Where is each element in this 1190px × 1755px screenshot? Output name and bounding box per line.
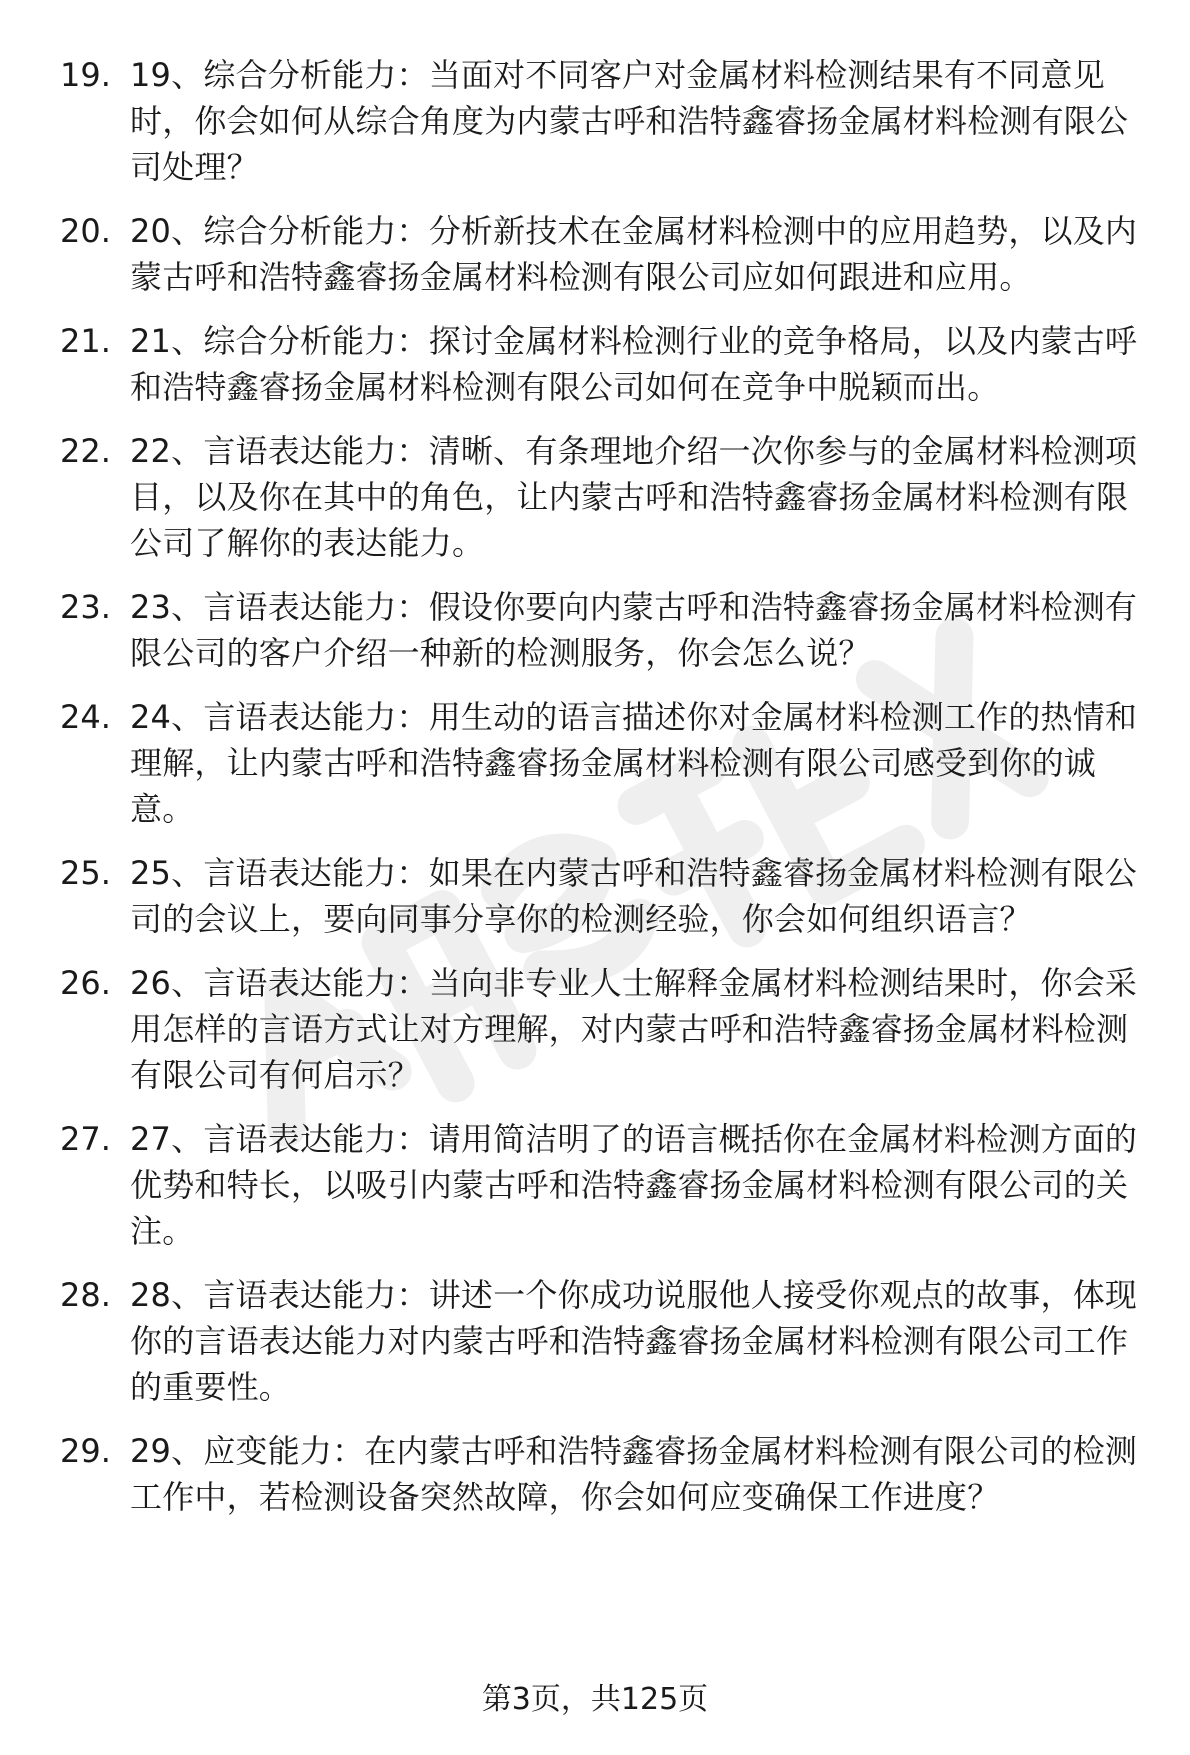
- question-text: 19、综合分析能力：当面对不同客户对金属材料检测结果有不同意见时，你会如何从综合角度为内蒙古呼和浩特鑫睿扬金属材料检测有限公司处理？: [130, 56, 1129, 186]
- question-number: 28.: [60, 1276, 111, 1314]
- question-number: 21.: [60, 322, 111, 360]
- list-item: [0, 694, 1190, 832]
- question-number: 24.: [60, 698, 111, 736]
- question-list: [0, 52, 1190, 1538]
- question-number: 22.: [60, 432, 111, 470]
- list-item: [0, 584, 1190, 676]
- list-item: [0, 960, 1190, 1098]
- list-item: [0, 428, 1190, 566]
- question-number: 23.: [60, 588, 111, 626]
- question-text: 23、言语表达能力：假设你要向内蒙古呼和浩特鑫睿扬金属材料检测有限公司的客户介绍一种新的检测服务，你会怎么说？: [130, 588, 1138, 672]
- question-text: 20、综合分析能力：分析新技术在金属材料检测中的应用趋势，以及内蒙古呼和浩特鑫睿扬金属材料检测有限公司应如何跟进和应用。: [130, 212, 1138, 296]
- list-item: [0, 1116, 1190, 1254]
- question-number: 19.: [60, 56, 111, 94]
- question-text: 22、言语表达能力：清晰、有条理地介绍一次你参与的金属材料检测项目，以及你在其中的角色，让内蒙古呼和浩特鑫睿扬金属材料检测有限公司了解你的表达能力。: [130, 432, 1138, 562]
- list-item: [0, 52, 1190, 190]
- question-number: 20.: [60, 212, 111, 250]
- question-text: 25、言语表达能力：如果在内蒙古呼和浩特鑫睿扬金属材料检测有限公司的会议上，要向同事分享你的检测经验，你会如何组织语言？: [130, 854, 1138, 938]
- question-text: 27、言语表达能力：请用简洁明了的语言概括你在金属材料检测方面的优势和特长，以吸引内蒙古呼和浩特鑫睿扬金属材料检测有限公司的关注。: [130, 1120, 1138, 1250]
- question-text: 26、言语表达能力：当向非专业人士解释金属材料检测结果时，你会采用怎样的言语方式让对方理解，对内蒙古呼和浩特鑫睿扬金属材料检测有限公司有何启示？: [130, 964, 1138, 1094]
- list-item: [0, 1272, 1190, 1410]
- question-text: 29、应变能力：在内蒙古呼和浩特鑫睿扬金属材料检测有限公司的检测工作中，若检测设备突然故障，你会如何应变确保工作进度？: [130, 1432, 1138, 1516]
- list-item: [0, 318, 1190, 410]
- question-text: 24、言语表达能力：用生动的语言描述你对金属材料检测工作的热情和理解，让内蒙古呼和浩特鑫睿扬金属材料检测有限公司感受到你的诚意。: [130, 698, 1138, 828]
- question-number: 29.: [60, 1432, 111, 1470]
- question-number: 25.: [60, 854, 111, 892]
- question-number: 26.: [60, 964, 111, 1002]
- question-text: 21、综合分析能力：探讨金属材料检测行业的竞争格局，以及内蒙古呼和浩特鑫睿扬金属材料检测有限公司如何在竞争中脱颖而出。: [130, 322, 1138, 406]
- list-item: [0, 850, 1190, 942]
- list-item: [0, 208, 1190, 300]
- question-number: 27.: [60, 1120, 111, 1158]
- question-text: 28、言语表达能力：讲述一个你成功说服他人接受你观点的故事，体现你的言语表达能力对内蒙古呼和浩特鑫睿扬金属材料检测有限公司工作的重要性。: [130, 1276, 1138, 1406]
- list-item: [0, 1428, 1190, 1520]
- page-number: 第3页，共125页: [481, 1682, 709, 1717]
